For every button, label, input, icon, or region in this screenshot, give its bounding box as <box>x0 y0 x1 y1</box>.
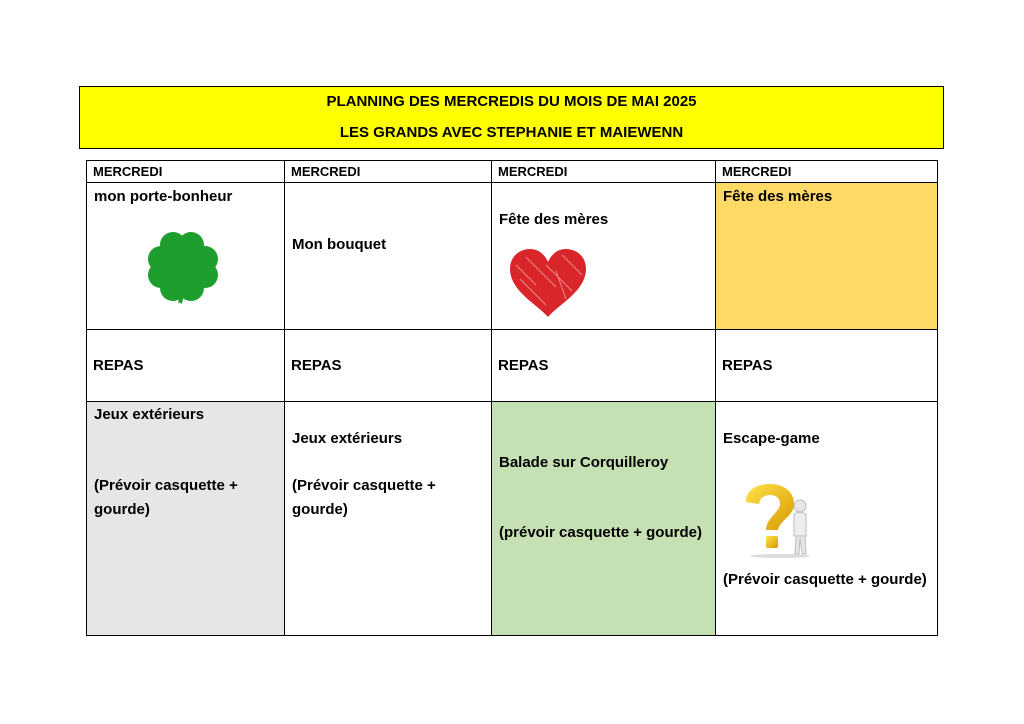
header-cell: MERCREDI <box>492 161 716 183</box>
afternoon-cell-2 <box>285 402 492 636</box>
header-cell: MERCREDI <box>716 161 938 183</box>
activity-label: mon porte-bonheur <box>94 188 233 205</box>
group-subtitle: LES GRANDS AVEC STEPHANIE ET MAIEWENN <box>339 124 684 141</box>
activity-label: Fête des mères <box>499 211 609 228</box>
header-row <box>87 161 938 183</box>
meal-row <box>87 330 938 402</box>
activity-label: Fête des mères <box>723 188 833 205</box>
meal-cell: REPAS <box>285 330 492 402</box>
afternoon-note: (Prévoir casquette + gourde) <box>292 477 436 518</box>
red-heart-icon <box>506 247 590 319</box>
meal-cell: REPAS <box>716 330 938 402</box>
afternoon-note: (Prévoir casquette + gourde) <box>94 477 238 518</box>
planning-title: PLANNING DES MERCREDIS DU MOIS DE MAI 2025 <box>326 93 697 110</box>
meal-cell: REPAS <box>87 330 285 402</box>
afternoon-title: Jeux extérieurs <box>292 430 403 447</box>
afternoon-note: (prévoir casquette + gourde) <box>499 524 702 541</box>
title-banner <box>79 86 944 149</box>
header-cell: MERCREDI <box>285 161 492 183</box>
afternoon-title: Escape-game <box>723 430 820 447</box>
afternoon-cell-1 <box>87 402 285 636</box>
afternoon-note: (Prévoir casquette + gourde) <box>723 571 927 588</box>
meal-cell: REPAS <box>492 330 716 402</box>
header-cell: MERCREDI <box>87 161 285 183</box>
afternoon-title: Jeux extérieurs <box>94 406 205 423</box>
activity-cell-4 <box>716 183 938 330</box>
afternoon-cell-3 <box>492 402 716 636</box>
activity-cell-2 <box>285 183 492 330</box>
activity-label: Mon bouquet <box>292 236 387 253</box>
question-mark-figure-icon <box>740 484 820 558</box>
activity-cell-1 <box>87 183 285 330</box>
afternoon-title: Balade sur Corquilleroy <box>499 454 669 471</box>
activity-cell-3 <box>492 183 716 330</box>
afternoon-cell-4 <box>716 402 938 636</box>
activity-row <box>87 183 938 330</box>
afternoon-row <box>87 402 938 636</box>
planning-table <box>86 160 938 636</box>
four-leaf-clover-icon <box>147 229 219 305</box>
